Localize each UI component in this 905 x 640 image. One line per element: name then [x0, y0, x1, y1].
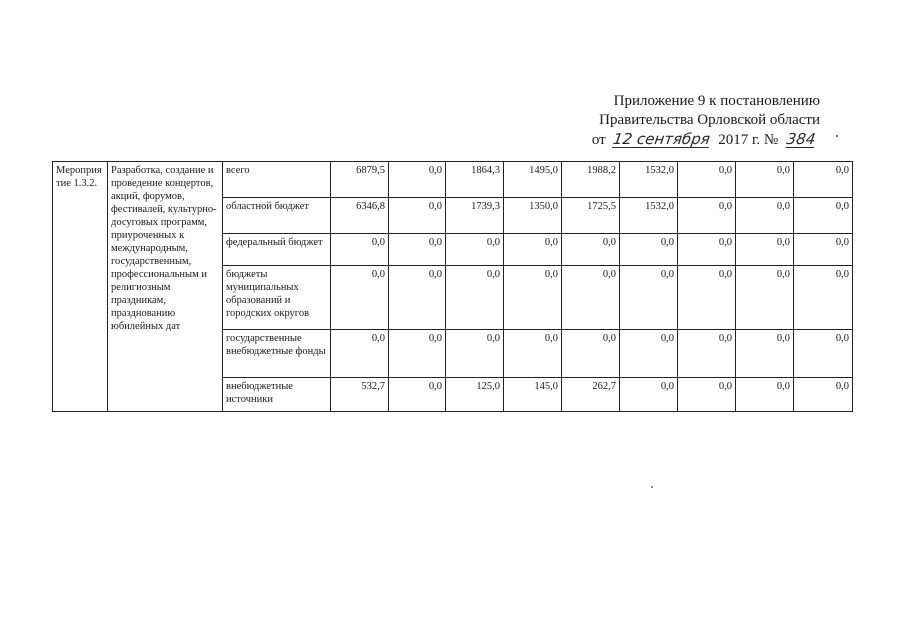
table-cell: 0,0 — [389, 266, 446, 330]
table-cell: 1739,3 — [446, 198, 504, 234]
table-cell: 0,0 — [678, 234, 736, 266]
table-cell: 0,0 — [331, 266, 389, 330]
table-cell: 0,0 — [794, 234, 853, 266]
table-cell: 0,0 — [620, 330, 678, 378]
table-cell: 0,0 — [562, 234, 620, 266]
funding-source: федеральный бюджет — [223, 234, 331, 266]
table-cell: 0,0 — [794, 330, 853, 378]
scan-speck — [836, 135, 838, 137]
table-cell: 6879,5 — [331, 162, 389, 198]
scan-speck — [651, 486, 653, 488]
table-cell: 1725,5 — [562, 198, 620, 234]
table-cell: 1864,3 — [446, 162, 504, 198]
table-cell: 0,0 — [678, 198, 736, 234]
table-cell: 0,0 — [504, 266, 562, 330]
table-cell: 0,0 — [446, 234, 504, 266]
table-cell: 0,0 — [736, 198, 794, 234]
table-cell: 0,0 — [736, 234, 794, 266]
table-cell: 0,0 — [794, 198, 853, 234]
table-cell: 145,0 — [504, 378, 562, 412]
table-cell: 6346,8 — [331, 198, 389, 234]
table-cell: 532,7 — [331, 378, 389, 412]
table-cell: 0,0 — [389, 162, 446, 198]
table-cell: 0,0 — [389, 198, 446, 234]
table-cell: 0,0 — [504, 330, 562, 378]
table-cell: 1532,0 — [620, 198, 678, 234]
table-cell: 125,0 — [446, 378, 504, 412]
table-cell: 0,0 — [331, 234, 389, 266]
table-cell: 0,0 — [331, 330, 389, 378]
table-cell: 0,0 — [562, 330, 620, 378]
table-cell: 0,0 — [389, 330, 446, 378]
table-cell: 0,0 — [620, 234, 678, 266]
from-label: от — [591, 132, 606, 148]
table-cell: 0,0 — [446, 330, 504, 378]
funding-source: всего — [223, 162, 331, 198]
table-cell: 0,0 — [678, 162, 736, 198]
document-header — [540, 92, 820, 150]
table-cell: 0,0 — [562, 266, 620, 330]
decree-date-line — [540, 130, 820, 150]
event-description: Разработка, создание и проведение концертов, акций, форумов, фестивалей, культурно-досуговых программ, приуроченных к международным, государственным, профессиональным и религиозным праздникам, празднованию юбилейных дат — [108, 162, 223, 412]
handwritten-date: 12 сентября — [612, 130, 712, 148]
table-cell: 0,0 — [678, 266, 736, 330]
table-cell: 0,0 — [389, 234, 446, 266]
table-cell: 1350,0 — [504, 198, 562, 234]
appendix-title: Приложение 9 к постановлению — [613, 93, 820, 109]
year-label: 2017 г. № — [718, 132, 779, 148]
table-cell: 262,7 — [562, 378, 620, 412]
table-cell: 1495,0 — [504, 162, 562, 198]
table-cell: 0,0 — [794, 378, 853, 412]
funding-source: бюджеты муниципальных образований и городских округов — [223, 266, 331, 330]
table-cell: 0,0 — [504, 234, 562, 266]
event-code: Мероприятие 1.3.2. — [53, 162, 108, 412]
table-cell: 0,0 — [678, 330, 736, 378]
table-cell: 0,0 — [794, 162, 853, 198]
table-cell: 0,0 — [736, 266, 794, 330]
table-cell: 0,0 — [794, 266, 853, 330]
table-cell: 0,0 — [620, 266, 678, 330]
funding-source: областной бюджет — [223, 198, 331, 234]
table-cell: 0,0 — [736, 378, 794, 412]
table-cell: 0,0 — [389, 378, 446, 412]
funding-source: внебюджетные источники — [223, 378, 331, 412]
table-cell: 0,0 — [620, 378, 678, 412]
government-name: Правительства Орловской области — [599, 112, 820, 128]
table-cell: 0,0 — [446, 266, 504, 330]
handwritten-decree-number: 384 — [785, 130, 817, 148]
funding-table — [52, 161, 853, 412]
funding-source: государственные внебюджетные фонды — [223, 330, 331, 378]
table-cell: 0,0 — [736, 162, 794, 198]
table-cell: 0,0 — [678, 378, 736, 412]
table-row — [53, 162, 853, 198]
funding-table-body — [53, 162, 853, 412]
table-cell: 0,0 — [736, 330, 794, 378]
table-cell: 1988,2 — [562, 162, 620, 198]
table-cell: 1532,0 — [620, 162, 678, 198]
